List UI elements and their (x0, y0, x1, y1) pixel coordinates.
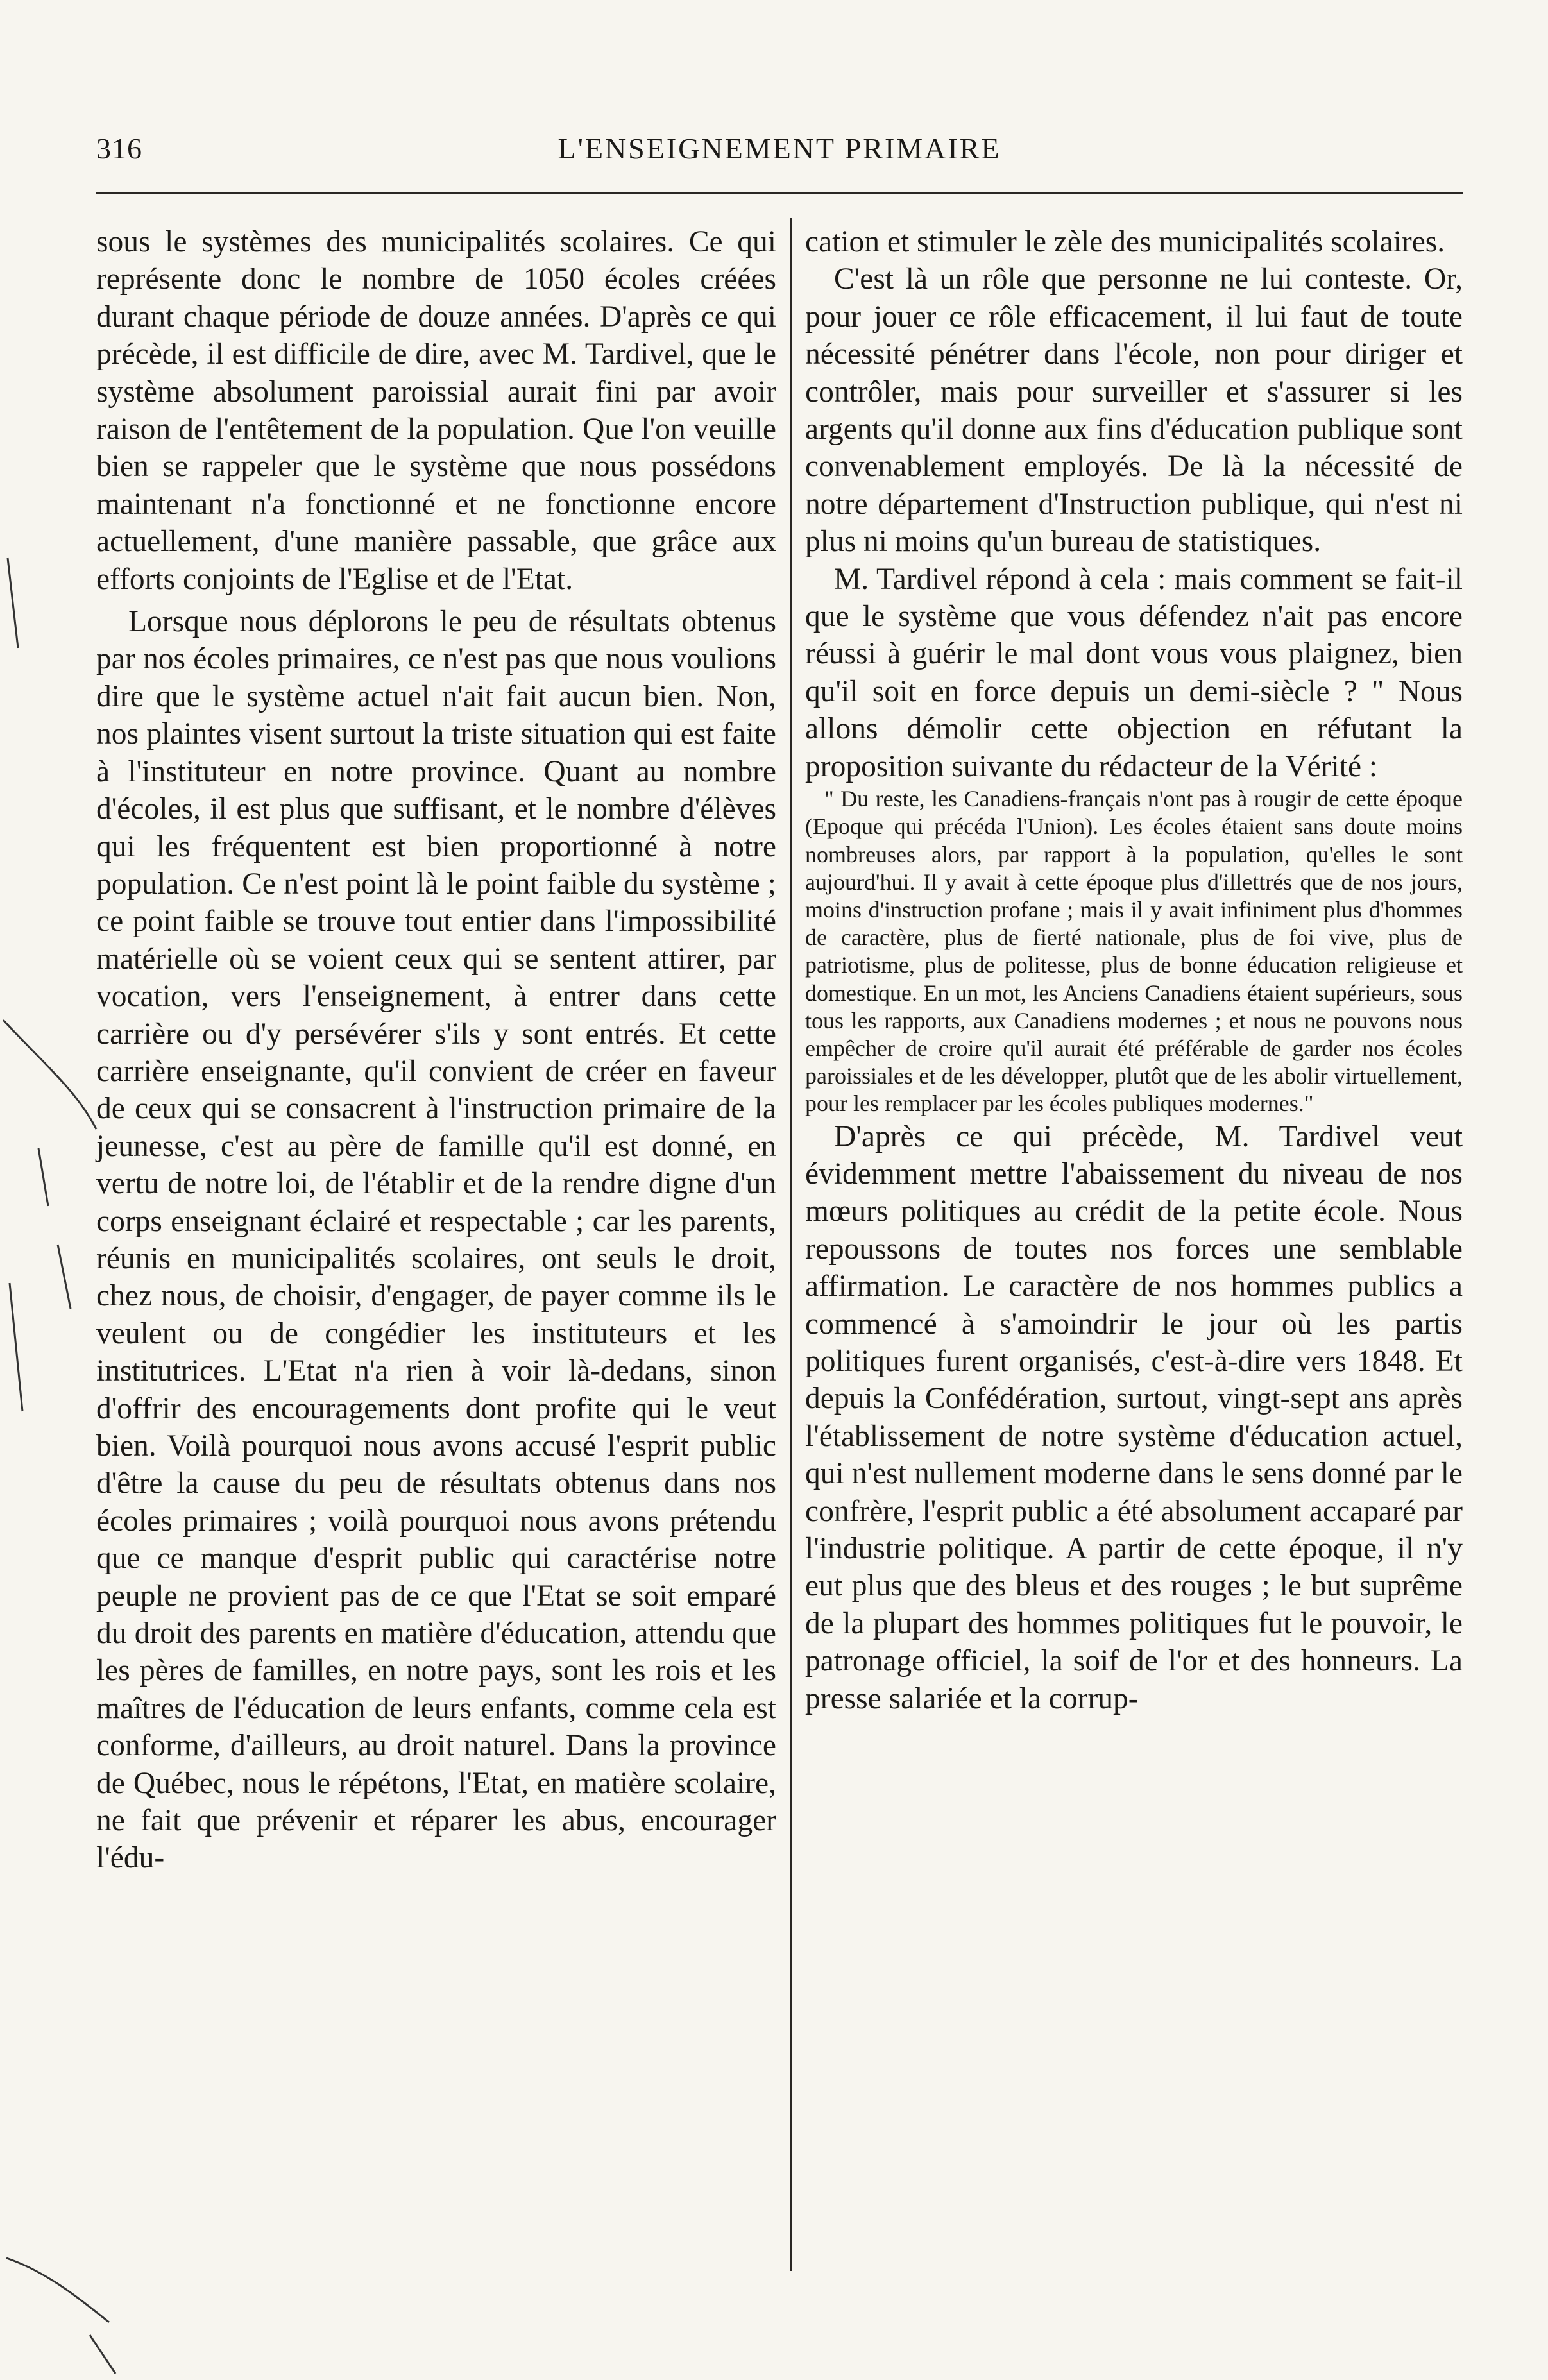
paragraph: D'après ce qui précède, M. Tardivel veut évidemment mettre l'abaissement du niveau de nos mœurs politiques au crédit de la petite école. Nous repoussons de toutes nos forces une semblable affirmation. Le caractère de nos hommes publics a commencé à s'amoindrir le jour où les partis politiques furent organisés, c'est-à-dire vers 1848. Et depuis la Confédération, surtout, vingt-sept ans après l'établissement de notre système d'éducation actuel, qui n'est nullement moderne dans le sens donné par le confrère, l'esprit public a été absolument accaparé par l'industrie politique. A partir de cette époque, il n'y eut plus que des bleus et des rouges ; le but suprême de la plupart des hommes politiques fut le pouvoir, le patronage officiel, la soif de l'or et des honneurs. La presse salariée et la corrup- (805, 1119, 1463, 1715)
right-column (805, 223, 1463, 1717)
paragraph: cation et stimuler le zèle des municipalités scolaires. (805, 225, 1445, 259)
page-number: 316 (96, 132, 142, 165)
header-rule (96, 192, 1463, 194)
paragraph: M. Tardivel répond à cela : mais comment se fait-il que le système que vous défendez n'ait pas encore réussi à guérir le mal dont vous vous plaignez, bien qu'il soit en force depuis un demi-siècle ? " Nous allons démolir cette objection en réfutant la proposition suivante du rédacteur de la Vérité : (805, 562, 1463, 783)
running-title: L'ENSEIGNEMENT PRIMAIRE (557, 132, 1001, 165)
block-quote: " Du reste, les Canadiens-français n'ont pas à rougir de cette époque (Epoque qui précéda l'Union). Les écoles étaient sans doute moins nombreuses alors, par rapport à la population, qu'elles le sont aujourd'hui. Il y avait à cette époque plus d'illettrés que de nos jours, moins d'instruction profane ; mais il y avait infiniment plus d'hommes de caractère, plus de fierté nationale, plus de foi vive, plus de patriotisme, plus de politesse, plus de bonne éducation religieuse et domestique. En un mot, les Anciens Canadiens étaient supérieurs, sous tous les rapports, aux Canadiens modernes ; et nous ne pouvons nous empêcher de croire qu'il aurait été préférable de garder nos écoles paroissiales et de les développer, plutôt que de les abolir virtuellement, pour les remplacer par les écoles publiques modernes." (805, 786, 1463, 1117)
page-header (96, 132, 1463, 176)
paragraph: C'est là un rôle que personne ne lui conteste. Or, pour jouer ce rôle efficacement, il lui faut de toute nécessité pénétrer dans l'école, non pour diriger et contrôler, mais pour surveiller et s'assurer si les argents qu'il donne aux fins d'éducation publique sont convenablement employés. De là la nécessité de notre département d'Instruction publique, qui n'est ni plus ni moins qu'un bureau de statistiques. (805, 262, 1463, 559)
column-divider (790, 218, 792, 2271)
paragraph: sous le systèmes des municipalités scolaires. Ce qui représente donc le nombre de 1050 écoles créées durant chaque période de douze années. D'après ce qui précède, il est difficile de dire, avec M. Tardivel, que le système absolument paroissial aurait fini par avoir raison de l'entêtement de la population. Que l'on veuille bien se rappeler que le système que nous possédons maintenant n'a fonctionné et ne fonctionne encore actuellement, d'une manière passable, que grâce aux efforts conjoints de l'Eglise et de l'Etat. (96, 225, 776, 596)
left-column (96, 223, 776, 1877)
paragraph: Lorsque nous déplorons le peu de résultats obtenus par nos écoles primaires, ce n'est pas que nous voulions dire que le système actuel n'ait fait aucun bien. Non, nos plaintes visent surtout la triste situation qui est faite à l'instituteur en notre province. Quant au nombre d'écoles, il est plus que suffisant, et le nombre d'élèves qui les fréquentent est bien proportionné à notre population. Ce n'est point là le point faible du système ; ce point faible se trouve tout entier dans l'impossibilité matérielle où se voient ceux qui se sentent attirer, par vocation, vers l'enseignement, à entrer dans cette carrière ou d'y persévérer s'ils y sont entrés. Et cette carrière enseignante, qu'il convient de créer en faveur de ceux qui se consacrent à l'instruction primaire de la jeunesse, c'est au père de famille qu'il est donné, en vertu de notre loi, de l'établir et de la rendre digne d'un corps enseignant éclairé et respectable ; car les parents, réunis en municipalités scolaires, ont seuls le droit, chez nous, de choisir, d'engager, de payer comme ils le veulent ou de congédier les instituteurs et les institutrices. L'Etat n'a rien à voir là-dedans, sinon d'offrir des encouragements dont profite qui le veut bien. Voilà pourquoi nous avons accusé l'esprit public d'être la cause du peu de résultats obtenus dans nos écoles primaires ; voilà pourquoi nous avons prétendu que ce manque d'esprit public qui caractérise notre peuple ne provient pas de ce que l'Etat se soit emparé du droit des parents en matière d'éducation, attendu que les pères de familles, en notre pays, sont les rois et les maîtres de l'éducation de leurs enfants, comme cela est conforme, d'ailleurs, au droit naturel. Dans la province de Québec, nous le répétons, l'Etat, en matière scolaire, ne fait que prévenir et réparer les abus, encourager l'édu- (96, 605, 776, 1875)
